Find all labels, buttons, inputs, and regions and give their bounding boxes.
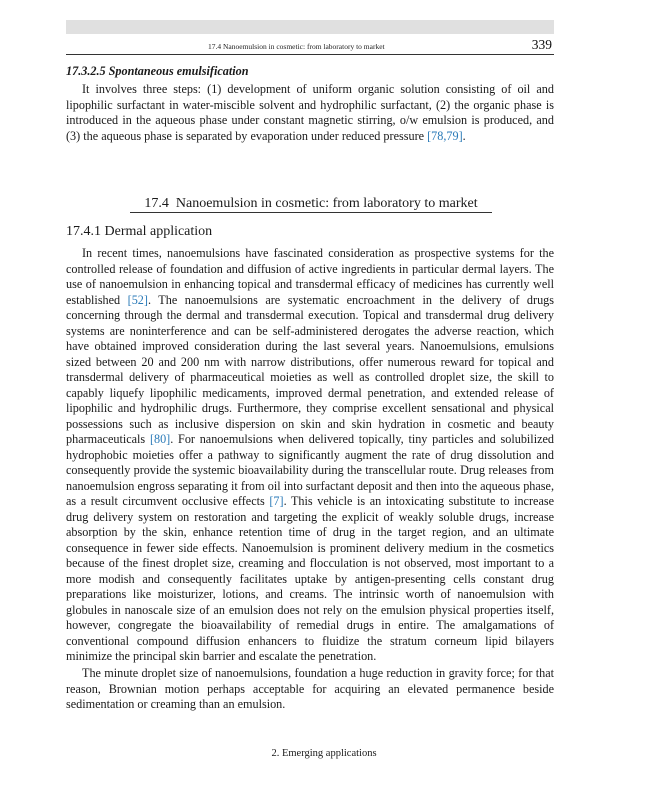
section-number: 17.4 bbox=[144, 196, 169, 211]
subsubsection-number: 17.3.2.5 bbox=[66, 64, 106, 78]
para3-text: The minute droplet size of nanoemulsions, foundation a huge reduction in gravity force; for that reason, Brownian motion perhaps acceptable for acquiring an elevated permanence beside sedimentation or creaming than an emulsion. bbox=[66, 666, 554, 711]
para2-part2: . The nanoemulsions are systematic encroachment in the delivery of drugs concerning through the dermal and transdermal execution. Topical and transdermal drug delivery systems are noninterference and can be self-administered derogates the adverse reaction, which have obtained improved consideration during the last several years. Nanoemulsions, emulsions sized between 20 and 200 nm with narrow distributions, offer numerous reward for topical and transdermal delivery of pharmaceutical moieties as well as controlled droplet size, the skill to capably liquefy lipophilic medicaments, improved dermal penetration, and extended release of lipophilic and hydrophilic drugs. Furthermore, they comprise excellent sensational and physical possessions such as inclusive dispersion on skin and skin hydration in cosmetic and beauty pharmaceuticals bbox=[66, 292, 554, 446]
subsubsection-heading bbox=[66, 64, 249, 79]
section-title: Nanoemulsion in cosmetic: from laboratory to market bbox=[175, 196, 478, 211]
citation-link[interactable]: [7] bbox=[269, 494, 284, 508]
paragraph-droplet-size bbox=[66, 666, 554, 713]
para2-part4: . This vehicle is an intoxicating substitute to increase drug delivery system on restoration and targeting the explicit of weakly soluble drugs, increase absorption by the skin, enhance retention time of drug in the target region, and an ultimate consequence in fewer side effects. Nanoemulsion is prominent delivery medium in the cosmetics because of the finest droplet size, creaming and flocculation is not observed, most important to a more modish and consequently facilitates uptake by antigen-presenting cells constant drug preparations like moisturizer, lotions, and creams. The intrinsic worth of nanoemulsion with globules in nanoscale size of an emulsion does not rely on the emulsion physical properties itself, however, congregate the bioavailability of remedial drugs in entire. The amalgamations of conventional compound diffusion enhancers to fluidize the stratum corneum lipid bilayers minimize the principal skin barrier and escalate the penetration. bbox=[66, 494, 554, 663]
subsubsection-title: Spontaneous emulsification bbox=[108, 64, 249, 78]
citation-link[interactable]: [78,79] bbox=[427, 128, 463, 143]
para2-part3: . For nanoemulsions when delivered topically, tiny particles and solubilized hydrophobic moieties offer a pathway to significantly augment the rate of drug dissolution and consequently provide the systemic bioavailability during the transcellular route. Drug releases from nanoemulsion engross separating it from oil into surfactant deposit and then into the aqueous phase, as a result circumvent occlusive effects bbox=[66, 432, 554, 508]
subsection-title: Dermal application bbox=[104, 224, 213, 239]
paragraph-dermal-application bbox=[66, 246, 554, 665]
page-footer: 2. Emerging applications bbox=[271, 748, 377, 759]
top-gray-bar bbox=[66, 20, 554, 34]
citation-link[interactable]: [52] bbox=[127, 292, 148, 307]
page-header bbox=[66, 38, 554, 55]
citation-link[interactable]: [80] bbox=[149, 432, 171, 446]
paragraph-spontaneous-emulsification bbox=[66, 82, 554, 144]
running-title: 17.4 Nanoemulsion in cosmetic: from laboratory to market bbox=[208, 42, 385, 51]
subsection-heading bbox=[66, 224, 212, 240]
subsection-number: 17.4.1 bbox=[66, 224, 101, 239]
page-number: 339 bbox=[531, 37, 552, 52]
para1-text: It involves three steps: (1) development of uniform organic solution consisting of oil and lipophilic surfactant in water-miscible solvent and hydrophilic surfactant, (2) the organic phase is introduced in the aqueous phase under constant magnetic stirring, o/w emulsion is produced, and (3) the aqueous phase is separated by evaporation under reduced pressure bbox=[66, 82, 554, 143]
para1-end: . bbox=[462, 128, 466, 143]
section-heading bbox=[130, 192, 492, 213]
para2-part1: In recent times, nanoemulsions have fascinated consideration as prospective systems for the controlled release of foundation and diffusion of active ingredients in particular dermal layers. The use of nanoemulsion in enhancing topical and transdermal efficacy of medicines has currently well established bbox=[66, 246, 554, 307]
